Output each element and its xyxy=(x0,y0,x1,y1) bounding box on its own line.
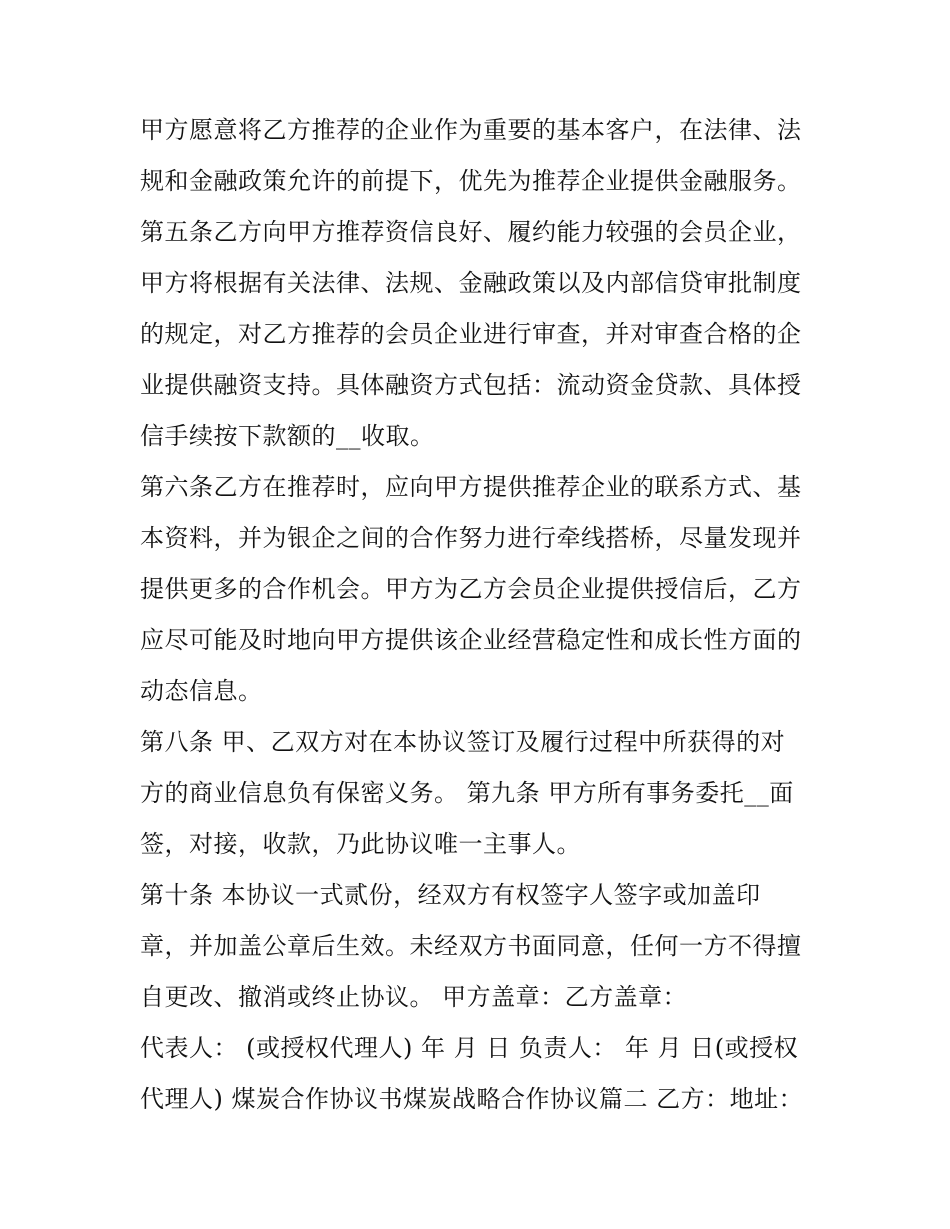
text-line: 提供更多的合作机会。甲方为乙方会员企业提供授信后，乙方 xyxy=(140,575,802,603)
text-line: 动态信息。 xyxy=(140,677,263,705)
text-line: 本资料，并为银企之间的合作努力进行牵线搭桥，尽量发现并 xyxy=(140,524,802,552)
text-line: 代表人： (或授权代理人) 年 月 日 负责人： 年 月 日(或授权 xyxy=(140,1034,799,1062)
text-line: 代理人) 煤炭合作协议书煤炭战略合作协议篇二 乙方：地址： xyxy=(140,1085,804,1113)
text-line: 章，并加盖公章后生效。未经双方书面同意，任何一方不得擅 xyxy=(140,932,802,960)
text-line: 应尽可能及时地向甲方提供该企业经营稳定性和成长性方面的 xyxy=(140,626,802,654)
text-line: 第六条乙方在推荐时，应向甲方提供推荐企业的联系方式、基 xyxy=(140,473,802,501)
document-body xyxy=(140,105,820,1125)
text-line: 甲方将根据有关法律、法规、金融政策以及内部信贷审批制度 xyxy=(140,269,802,297)
text-line: 的规定，对乙方推荐的会员企业进行审查，并对审查合格的企 xyxy=(140,320,802,348)
text-line: 规和金融政策允许的前提下，优先为推荐企业提供金融服务。 xyxy=(140,167,802,195)
text-line: 第十条 本协议一式贰份，经双方有权签字人签字或加盖印 xyxy=(140,881,761,909)
text-line: 第五条乙方向甲方推荐资信良好、履约能力较强的会员企业， xyxy=(140,218,802,246)
text-line: 自更改、撤消或终止协议。 甲方盖章：乙方盖章： xyxy=(140,983,688,1011)
text-line: 业提供融资支持。具体融资方式包括：流动资金贷款、具体授 xyxy=(140,371,802,399)
text-line: 甲方愿意将乙方推荐的企业作为重要的基本客户，在法律、法 xyxy=(140,116,802,144)
text-line: 方的商业信息负有保密义务。 第九条 甲方所有事务委托__面 xyxy=(140,779,794,807)
text-line: 信手续按下款额的__收取。 xyxy=(140,422,435,450)
text-line: 签，对接，收款，乃此协议唯一主事人。 xyxy=(140,830,581,858)
text-line: 第八条 甲、乙双方对在本协议签订及履行过程中所获得的对 xyxy=(140,728,786,756)
